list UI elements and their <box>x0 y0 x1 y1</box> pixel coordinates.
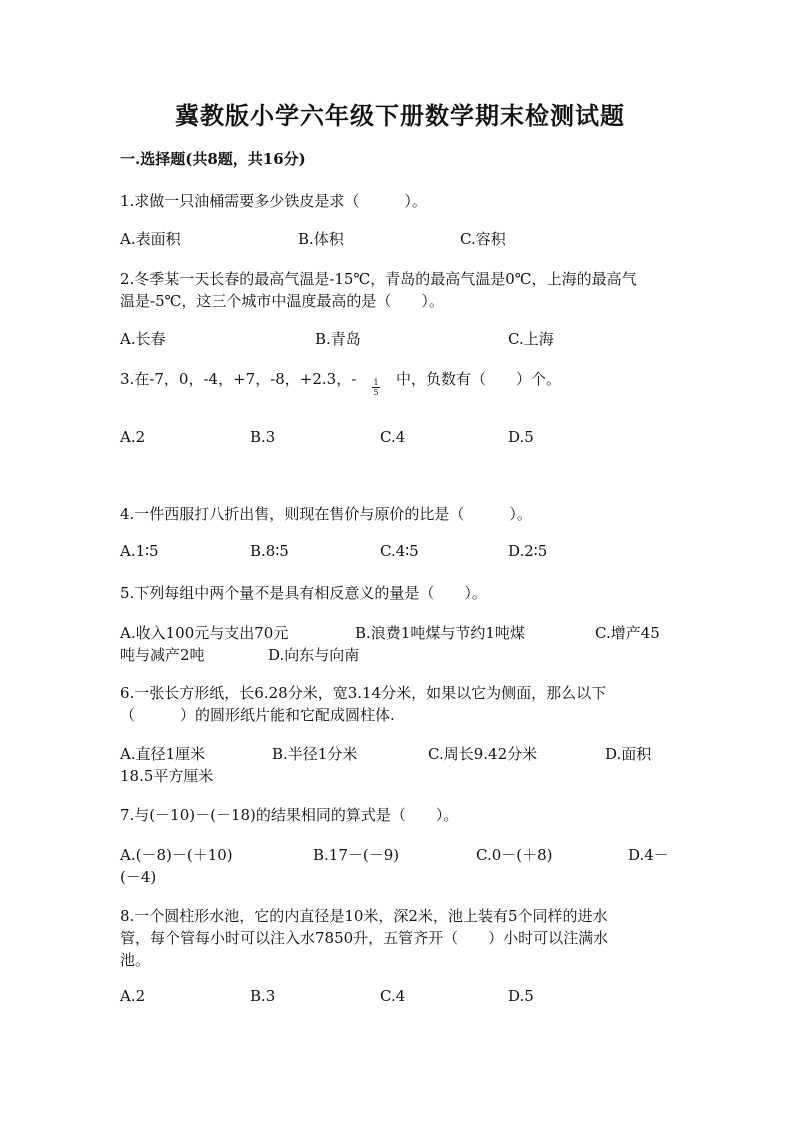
question-3-text-after: 中，负数有（ ）个。 <box>396 370 562 388</box>
section-heading: 一.选择题(共8题，共16分) <box>120 150 306 168</box>
q5-option-b: B.浪费1吨煤与节约1吨煤 <box>355 624 525 642</box>
question-3-text-before: 3.在-7，0，-4，+7，-8，+2.3，- <box>120 370 357 388</box>
question-8-text-line-1: 8.一个圆柱形水池，它的内直径是10米，深2米，池上装有5个同样的进水 <box>120 907 608 925</box>
q6-option-c: C.周长9.42分米 <box>428 745 538 763</box>
q8-option-b: B.3 <box>250 987 276 1005</box>
q3-option-d: D.5 <box>508 428 534 446</box>
q6-option-d: D.面积 <box>605 745 652 763</box>
q6-option-b: B.半径1分米 <box>272 745 358 763</box>
q4-option-a: A.1∶5 <box>120 542 159 560</box>
question-4-text: 4.一件西服打八折出售，则现在售价与原价的比是（ ）。 <box>120 505 532 523</box>
q7-option-d-continued: (－4) <box>120 868 157 886</box>
question-3-fraction <box>372 378 380 397</box>
q5-option-c-continued: 吨与减产2吨 <box>120 646 205 664</box>
question-6-text-line-2: （ ）的圆形纸片能和它配成圆柱体. <box>120 706 395 724</box>
q8-option-a: A.2 <box>120 987 146 1005</box>
q4-option-b: B.8∶5 <box>250 542 289 560</box>
question-5-text: 5.下列每组中两个量不是具有相反意义的量是（ ）。 <box>120 584 487 602</box>
q7-option-a: A.(－8)－(＋10) <box>120 846 233 864</box>
q3-option-b: B.3 <box>250 428 276 446</box>
question-2-text-line-2: 温是-5℃，这三个城市中温度最高的是（ ）。 <box>120 292 444 310</box>
q5-option-d: D.向东与向南 <box>268 646 360 664</box>
q2-option-a: A.长春 <box>120 330 166 348</box>
q8-option-c: C.4 <box>380 987 406 1005</box>
q8-option-d: D.5 <box>508 987 534 1005</box>
q1-option-c: C.容积 <box>460 230 506 248</box>
question-8-text-line-2: 管，每个管每小时可以注入水7850升，五管齐开（ ）小时可以注满水 <box>120 929 609 947</box>
q7-option-c: C.0－(＋8) <box>476 846 553 864</box>
q7-option-d: D.4－ <box>628 846 669 864</box>
q7-option-b: B.17－(－9) <box>313 846 400 864</box>
question-1-text: 1.求做一只油桶需要多少铁皮是求（ ）。 <box>120 192 427 210</box>
q2-option-b: B.青岛 <box>315 330 361 348</box>
q5-option-a: A.收入100元与支出70元 <box>120 624 289 642</box>
q4-option-d: D.2∶5 <box>508 542 548 560</box>
q3-option-c: C.4 <box>380 428 406 446</box>
q1-option-a: A.表面积 <box>120 230 181 248</box>
q3-option-a: A.2 <box>120 428 146 446</box>
q1-option-b: B.体积 <box>298 230 344 248</box>
fraction-numerator: 1 <box>373 378 379 387</box>
question-7-text: 7.与(－10)－(－18)的结果相同的算式是（ ）。 <box>120 806 459 824</box>
question-2-text-line-1: 2.冬季某一天长春的最高气温是-15℃，青岛的最高气温是0℃，上海的最高气 <box>120 270 637 288</box>
fraction-denominator: 5 <box>373 388 379 397</box>
q5-option-c: C.增产45 <box>595 624 660 642</box>
page-title: 冀教版小学六年级下册数学期末检测试题 <box>175 101 625 130</box>
q6-option-d-continued: 18.5平方厘米 <box>120 767 214 785</box>
q4-option-c: C.4∶5 <box>380 542 419 560</box>
question-8-text-line-3: 池。 <box>120 951 151 969</box>
q6-option-a: A.直径1厘米 <box>120 745 206 763</box>
q2-option-c: C.上海 <box>508 330 554 348</box>
question-6-text-line-1: 6.一张长方形纸，长6.28分米，宽3.14分米，如果以它为侧面，那么以下 <box>120 684 607 702</box>
